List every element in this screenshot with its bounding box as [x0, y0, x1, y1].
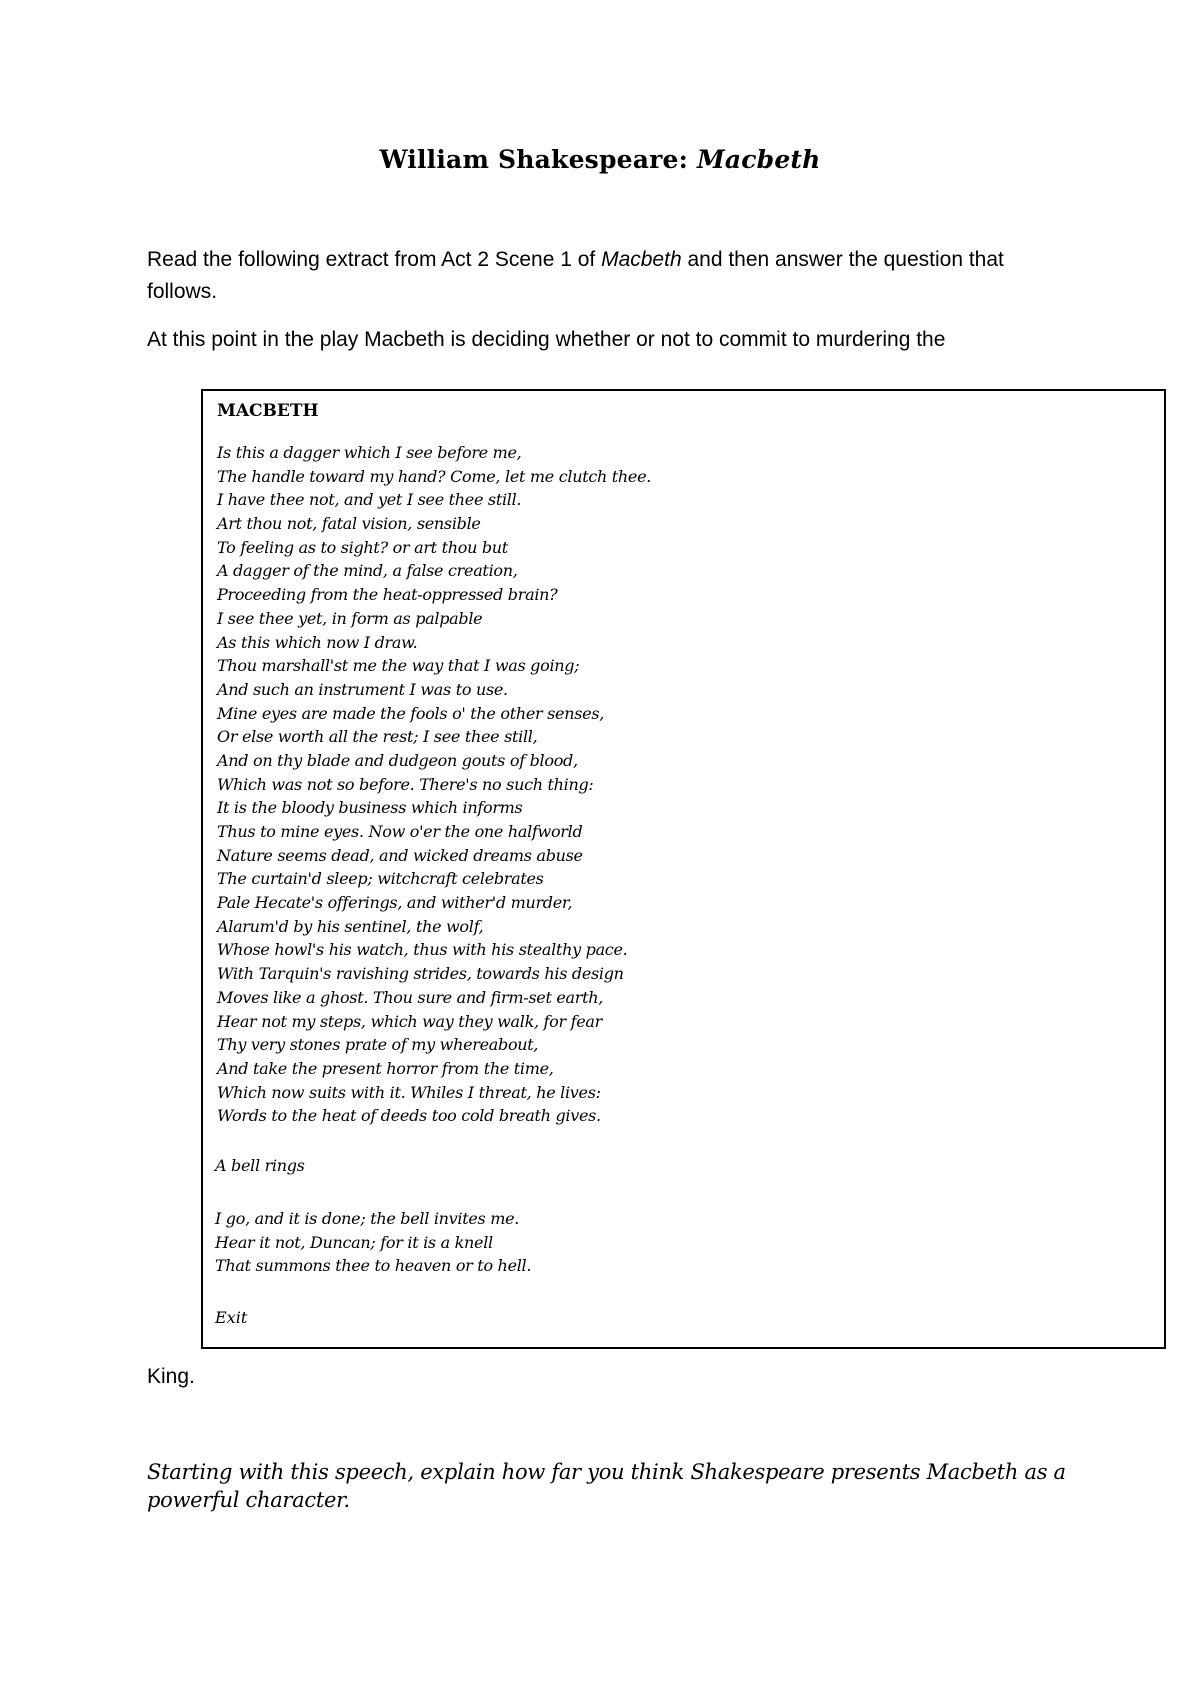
speech-line: Thy very stones prate of my whereabout,: [217, 1035, 539, 1055]
page-title: [0, 145, 1200, 174]
speech-line: With Tarquin's ravishing strides, towards his design: [217, 964, 624, 984]
stage-direction-bell: A bell rings: [215, 1156, 305, 1175]
speech-line: Hear it not, Duncan; for it is a knell: [215, 1232, 493, 1252]
context-end: King.: [147, 1365, 195, 1388]
extract-box: [201, 389, 1166, 1349]
speech-line: And on thy blade and dudgeon gouts of blood,: [217, 750, 578, 770]
speech-line: That summons thee to heaven or to hell.: [215, 1256, 532, 1276]
speech-line: Mine eyes are made the fools o' the other senses,: [217, 703, 605, 723]
speech-line: It is the bloody business which informs: [217, 798, 523, 818]
speech-line: And take the present horror from the time,: [217, 1058, 554, 1078]
speech-line: I go, and it is done; the bell invites me.: [215, 1209, 520, 1228]
speech-line: The handle toward my hand? Come, let me clutch thee.: [217, 466, 652, 486]
speech-line: Proceeding from the heat-oppressed brain?: [217, 585, 558, 605]
intro-after: and then answer the question that follows.: [147, 248, 1004, 303]
intro-before: Read the following extract from Act 2 Scene 1 of: [147, 248, 602, 271]
speech-line: Thou marshall'st me the way that I was going;: [217, 656, 580, 676]
speech-line: Is this a dagger which I see before me,: [217, 443, 522, 462]
speech-line: I have thee not, and yet I see thee still.: [217, 490, 522, 510]
intro-paragraph: [147, 244, 1047, 308]
speech-line: Alarum'd by his sentinel, the wolf,: [217, 916, 484, 936]
speech-line: Which now suits with it. Whiles I threat, he lives:: [217, 1082, 601, 1102]
stage-direction-exit: Exit: [215, 1308, 248, 1327]
speech-line: Nature seems dead, and wicked dreams abuse: [217, 845, 583, 865]
speech-line: Pale Hecate's offerings, and wither'd murder,: [217, 893, 573, 913]
essay-question: Starting with this speech, explain how far you think Shakespeare presents Macbeth as a powerful character.: [147, 1460, 1066, 1512]
title-work: Macbeth: [696, 145, 821, 174]
speech-line: Words to the heat of deeds too cold breath gives.: [217, 1106, 601, 1126]
speech-line: A dagger of the mind, a false creation,: [217, 561, 518, 581]
closing-lines: [215, 1207, 531, 1278]
speech-line: The curtain'd sleep; witchcraft celebrates: [217, 869, 544, 889]
speech-line: Whose howl's his watch, thus with his stealthy pace.: [217, 940, 628, 960]
speech-line: To feeling as to sight? or art thou but: [217, 537, 508, 557]
context-paragraph: At this point in the play Macbeth is deciding whether or not to commit to murdering the: [147, 328, 946, 351]
intro-work: Macbeth: [601, 248, 682, 271]
speech-line: Moves like a ghost. Thou sure and firm-set earth,: [217, 987, 604, 1007]
speech-lines: [217, 441, 651, 1128]
speaker-name: MACBETH: [217, 401, 319, 421]
speech-line: Hear not my steps, which way they walk, for fear: [217, 1011, 603, 1031]
speech-line: And such an instrument I was to use.: [217, 679, 508, 699]
speech-line: Art thou not, fatal vision, sensible: [217, 514, 481, 534]
title-author: William Shakespeare:: [379, 145, 689, 174]
speech-line: Or else worth all the rest; I see thee still,: [217, 727, 538, 747]
speech-line: Which was not so before. There's no such thing:: [217, 774, 594, 794]
speech-line: I see thee yet, in form as palpable: [217, 608, 483, 628]
speech-line: Thus to mine eyes. Now o'er the one halfworld: [217, 822, 583, 841]
speech-line: As this which now I draw.: [217, 632, 418, 652]
